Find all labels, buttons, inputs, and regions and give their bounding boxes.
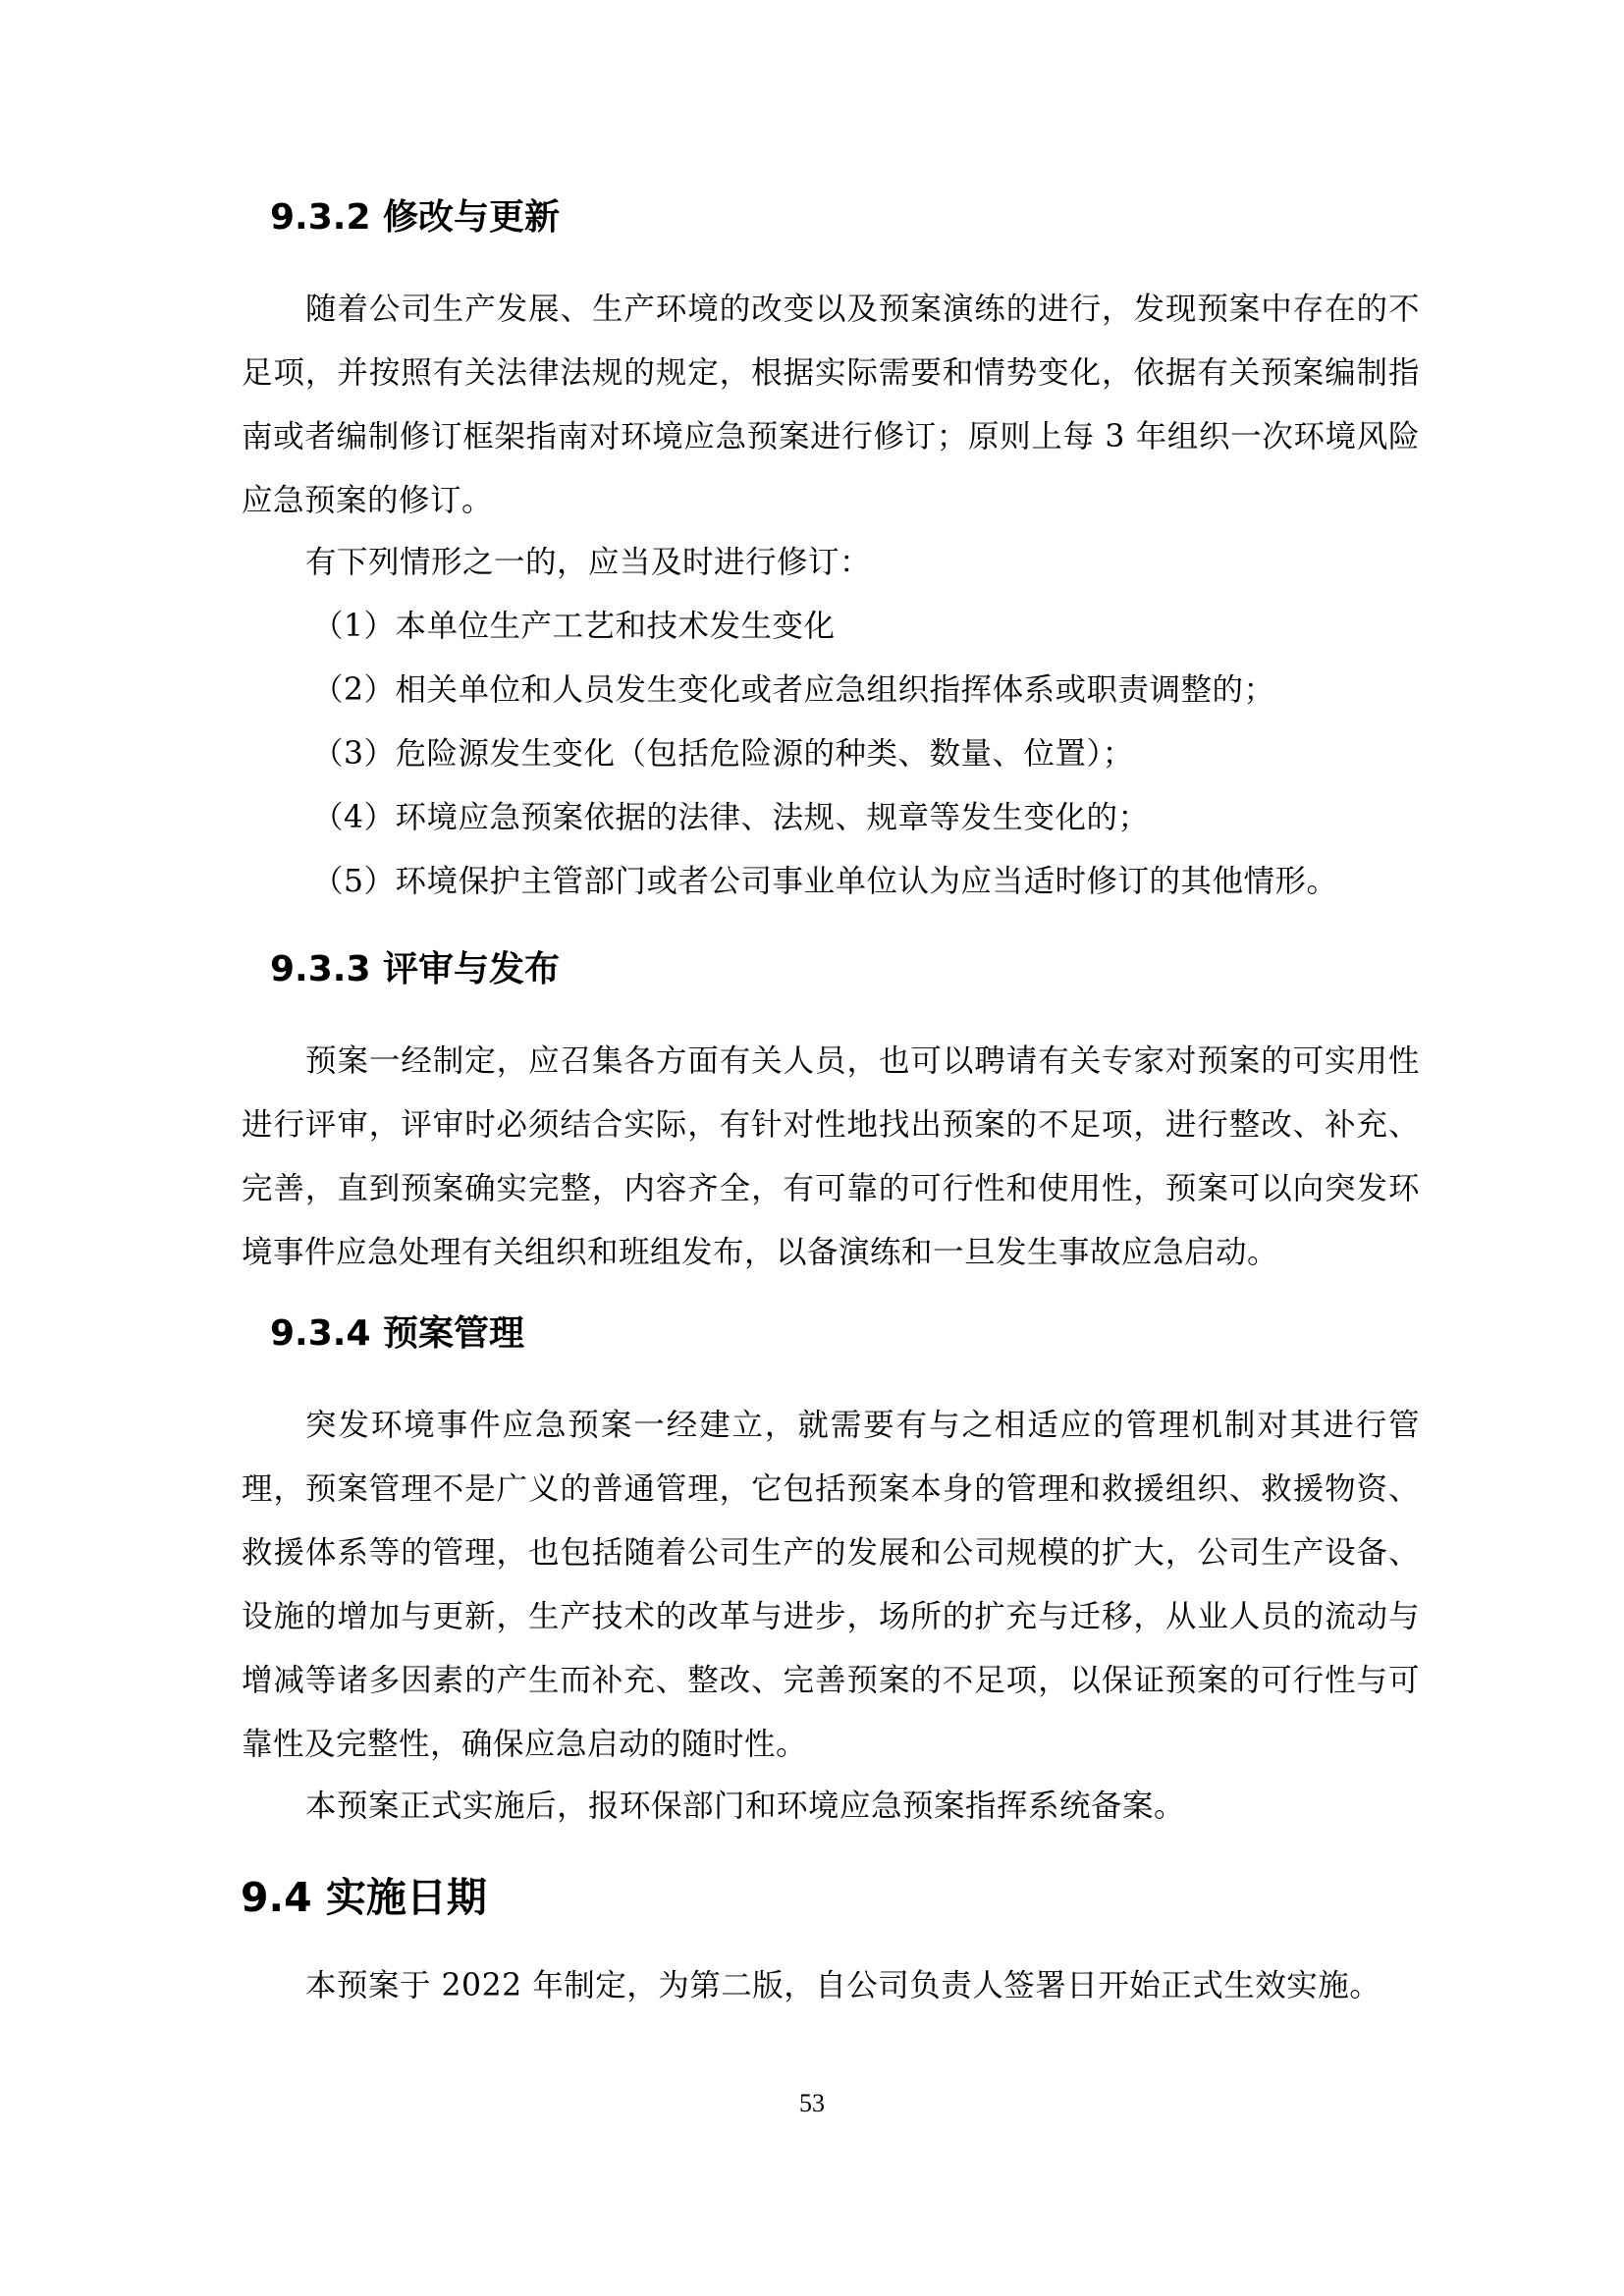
heading-9-3-4: 9.3.4 预案管理 [270, 1313, 525, 1354]
paragraph-revision: 随着公司生产发展、生产环境的改变以及预案演练的进行，发现预案中存在的不足项，并按照有关法律法规的规定，根据实际需要和情势变化，依据有关预案编制指南或者编制修订框架指南对环境应急预案进行修订；原则上每 3 年组织一次环境风险应急预案的修订。 [242, 292, 1420, 518]
list-item: （2）相关单位和人员发生变化或者应急组织指挥体系或职责调整的； [312, 672, 1275, 708]
list-item: （4）环境应急预案依据的法律、法规、规章等发生变化的； [312, 800, 1150, 835]
list-item: （3）危险源发生变化（包括危险源的种类、数量、位置）； [312, 736, 1134, 772]
list-item: （1）本单位生产工艺和技术发生变化 [312, 609, 836, 644]
heading-9-4: 9.4 实施日期 [241, 1874, 487, 1921]
list-item: （5）环境保护主管部门或者公司事业单位认为应当适时修订的其他情形。 [312, 864, 1338, 899]
paragraph-effective-date: 本预案于 2022 年制定，为第二版，自公司负责人签署日开始正式生效实施。 [305, 1968, 1381, 2003]
revision-intro: 有下列情形之一的，应当及时进行修订： [305, 545, 872, 580]
paragraph-management: 突发环境事件应急预案一经建立，就需要有与之相适应的管理机制对其进行管理，预案管理不是广义的普通管理，它包括预案本身的管理和救援组织、救援物资、救援体系等的管理，也包括随着公司生产的发展和公司规模的扩大，公司生产设备、设施的增加与更新，生产技术的改革与进步，场所的扩充与迁移，从业人员的流动与增减等诸多因素的产生而补充、整改、完善预案的不足项，以保证预案的可行性与可靠性及完整性，确保应急启动的随时性。 [242, 1408, 1420, 1762]
paragraph-filing: 本预案正式实施后，报环保部门和环境应急预案指挥系统备案。 [305, 1789, 1186, 1824]
heading-9-3-2: 9.3.2 修改与更新 [270, 197, 561, 238]
paragraph-review: 预案一经制定，应召集各方面有关人员，也可以聘请有关专家对预案的可实用性进行评审，评审时必须结合实际，有针对性地找出预案的不足项，进行整改、补充、完善，直到预案确实完整，内容齐全，有可靠的可行性和使用性，预案可以向突发环境事件应急处理有关组织和班组发布，以备演练和一旦发生事故应急启动。 [242, 1043, 1420, 1270]
heading-9-3-3: 9.3.3 评审与发布 [270, 949, 561, 989]
page-number: 53 [799, 2089, 825, 2117]
